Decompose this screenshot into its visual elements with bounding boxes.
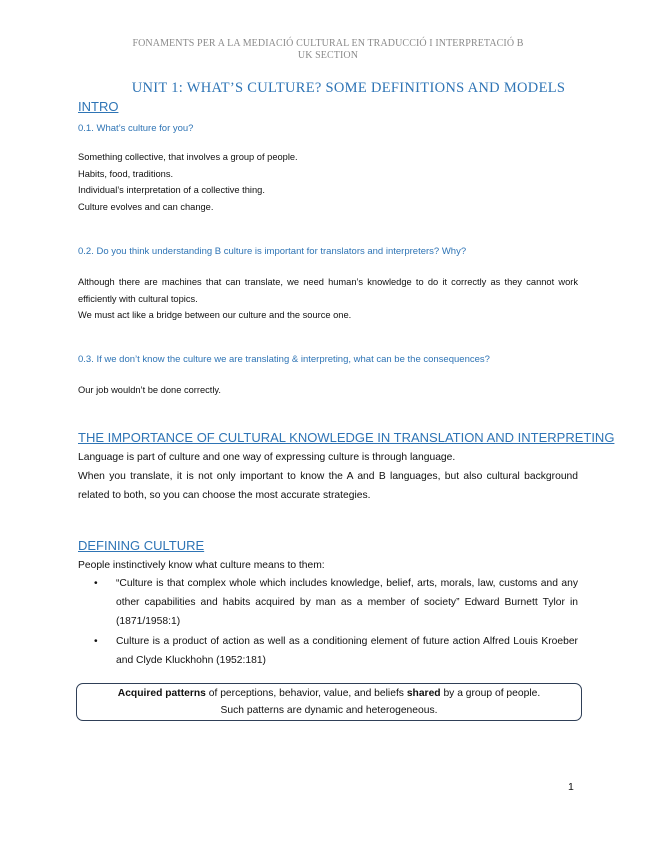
defining-heading: DEFINING CULTURE [78, 538, 205, 553]
question-0-1: 0.1. What’s culture for you? [78, 123, 194, 134]
box-line-2: Such patterns are dynamic and heterogeneous. [220, 705, 438, 716]
box-line-1 [77, 685, 581, 702]
intro-heading: INTRO [78, 99, 119, 114]
importance-paragraph: Language is part of culture and one way of expressing culture is through language. [78, 452, 456, 463]
box-bold-text: Acquired patterns [117, 688, 206, 699]
answer-line: We must act like a bridge between our culture and the source one. [78, 310, 352, 320]
box-bold-text: shared [406, 688, 441, 699]
page-header [90, 38, 566, 62]
list-item [78, 574, 578, 631]
answer-line: Something collective, that involves a group of people. [78, 152, 298, 162]
box-text: by a group of people. [440, 688, 541, 699]
list-item-text: Culture is a product of action as well as a conditioning element of future action Alfred Louis Kroeber and Clyde Kluckhohn (1952:181) [116, 636, 578, 666]
definition-list [78, 574, 578, 671]
answer-line: Although there are machines that can translate, we need human’s knowledge to do it correctly as they cannot work efficiently with cultural topics. [78, 277, 578, 304]
answer-0-3 [78, 382, 578, 399]
defining-intro: People instinctively know what culture means to them: [78, 560, 325, 571]
importance-paragraph: When you translate, it is not only important to know the A and B languages, but also cultural background related to both, so you can choose the most accurate strategies. [78, 471, 578, 501]
unit-title: UNIT 1: WHAT’S CULTURE? SOME DEFINITIONS AND MODELS [131, 80, 566, 96]
box-text: of perceptions, behavior, value, and beliefs [205, 688, 407, 699]
answer-line: Individual’s interpretation of a collective thing. [78, 185, 265, 195]
bullet-icon: • [94, 636, 98, 647]
answer-line: Culture evolves and can change. [78, 201, 214, 212]
list-item-text: “Culture is that complex whole which includes knowledge, belief, arts, morals, law, customs and any other capabilities and habits acquired by man as a member of society” Edward Burnett Tylor in (1871/1958:1) [116, 578, 578, 627]
answer-line: Habits, food, traditions. [78, 168, 174, 179]
importance-body [78, 448, 578, 505]
importance-heading: THE IMPORTANCE OF CULTURAL KNOWLEDGE IN TRANSLATION AND INTERPRETING [78, 430, 615, 445]
culture-definition-box [76, 683, 582, 721]
answer-0-2 [78, 274, 578, 324]
page-number: 1 [568, 781, 574, 793]
list-item [78, 632, 578, 670]
bullet-icon: • [94, 578, 98, 589]
header-line-1: FONAMENTS PER A LA MEDIACIÓ CULTURAL EN TRADUCCIÓ I INTERPRETACIÓ B [132, 38, 524, 49]
header-line-2: UK SECTION [297, 50, 359, 61]
question-0-3: 0.3. If we don’t know the culture we are translating & interpreting, what can be the consequences? [78, 354, 490, 365]
answer-0-1 [78, 149, 578, 215]
answer-line: Our job wouldn’t be done correctly. [78, 385, 221, 395]
question-0-2: 0.2. Do you think understanding B culture is important for translators and interpreters? Why? [78, 246, 467, 257]
